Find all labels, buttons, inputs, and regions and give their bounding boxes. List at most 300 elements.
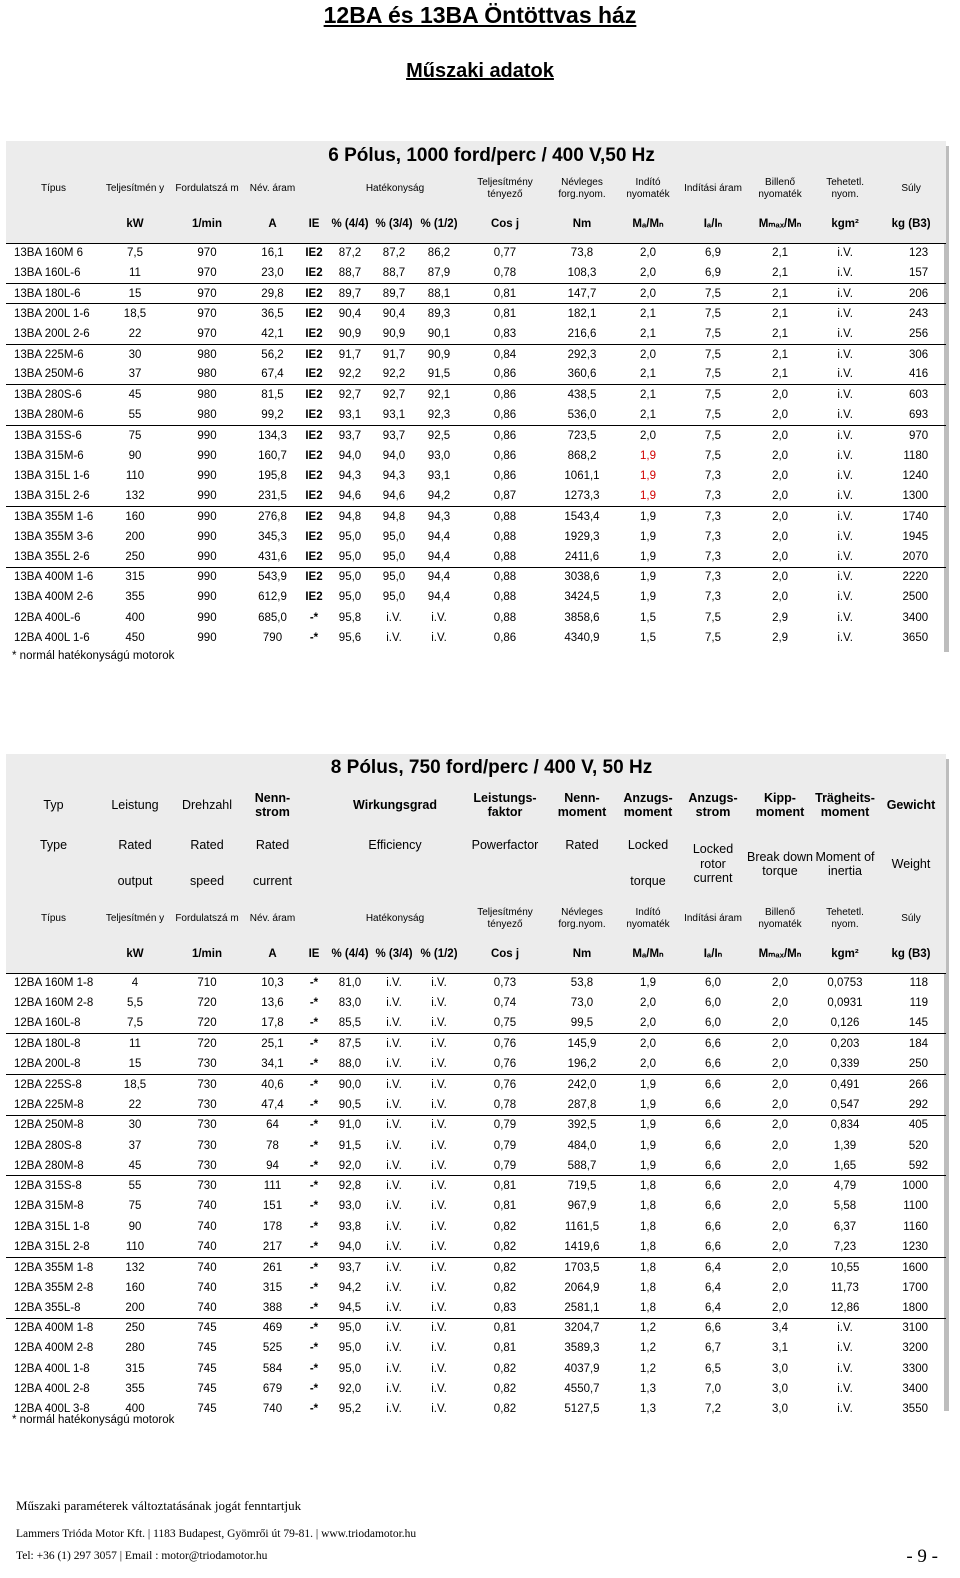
cell-value: 276,8 bbox=[245, 506, 300, 526]
cell-value: 980 bbox=[169, 385, 245, 405]
cell-value: 2,1 bbox=[772, 247, 789, 260]
page-subtitle: Műszaki adatok bbox=[406, 60, 554, 82]
cell-value: 287,8 bbox=[567, 1098, 597, 1111]
cell-value: -* bbox=[309, 1301, 319, 1314]
cell-value: 108,3 bbox=[567, 267, 597, 280]
table-row bbox=[6, 506, 946, 526]
cell-value: 0,203 bbox=[814, 1034, 876, 1054]
cell-value: 0,86 bbox=[493, 631, 517, 644]
cell-value: 22 bbox=[128, 1098, 142, 1111]
cell-value: 132 bbox=[125, 489, 145, 502]
unit-eff-12: % (1/2) bbox=[416, 207, 462, 243]
cell-value: 0,77 bbox=[493, 247, 517, 260]
cell-value: 2,0 bbox=[772, 408, 789, 421]
cell-value: 93,7 bbox=[372, 425, 416, 445]
cell-value: 90 bbox=[128, 1220, 142, 1233]
header-power: Teljesítmén y bbox=[101, 170, 169, 207]
cell-value: IE2 bbox=[305, 449, 323, 462]
header-en-torque: Rated bbox=[548, 828, 616, 862]
cell-value: i.V. bbox=[837, 408, 853, 421]
unit-rpm: 1/min bbox=[169, 937, 245, 973]
cell-value: 11 bbox=[101, 1034, 169, 1054]
cell-value: 3550 bbox=[902, 1403, 928, 1416]
cell-value: 94,2 bbox=[427, 489, 451, 502]
cell-value: 2070 bbox=[902, 550, 929, 563]
cell-value: 730 bbox=[197, 1098, 217, 1111]
band-title: 6 Pólus, 1000 ford/perc / 400 V,50 Hz bbox=[169, 141, 814, 170]
cell-value: 1,5 bbox=[640, 611, 656, 624]
cell-value: 7,5 bbox=[705, 631, 721, 644]
cell-value: 1,8 bbox=[616, 1176, 680, 1196]
cell-value: i.V. bbox=[372, 1176, 416, 1196]
cell-value: 94,3 bbox=[416, 506, 462, 526]
cell-value: 0,81 bbox=[462, 1176, 548, 1196]
cell-value: 75 bbox=[101, 425, 169, 445]
cell-value: 1061,1 bbox=[564, 469, 600, 482]
motor-type: 13BA 160L-6 bbox=[14, 267, 81, 280]
cell-value: 450 bbox=[125, 631, 145, 644]
cell-value: 45 bbox=[101, 385, 169, 405]
cell-value: 94,4 bbox=[427, 550, 451, 563]
cell-value: 1160 bbox=[903, 1220, 928, 1233]
cell-value: 0,76 bbox=[462, 1034, 548, 1054]
header-de-col-9: Kipp- moment bbox=[746, 782, 814, 828]
header-en-efficiency: Efficiency bbox=[328, 828, 462, 862]
motor-type: 12BA 315S-8 bbox=[6, 1176, 101, 1196]
band-title: 8 Pólus, 750 ford/perc / 400 V, 50 Hz bbox=[169, 754, 814, 782]
cell-value: 1,8 bbox=[640, 1240, 656, 1253]
cell-value: i.V. bbox=[814, 284, 876, 304]
header-row-units bbox=[6, 937, 946, 973]
cell-value: 723,5 bbox=[548, 425, 616, 445]
cell-value: 2220 bbox=[876, 567, 946, 587]
cell-value: 543,9 bbox=[245, 567, 300, 587]
table-row bbox=[6, 547, 946, 567]
table-row bbox=[6, 466, 946, 486]
cell-value: 90,9 bbox=[416, 344, 462, 364]
cell-value: 42,1 bbox=[261, 327, 284, 340]
cell-value: 2,1 bbox=[640, 327, 656, 340]
cell-value: 73,0 bbox=[570, 997, 594, 1010]
motor-type: 13BA 315L 1-6 bbox=[14, 469, 90, 482]
cell-value: 6,4 bbox=[705, 1281, 721, 1294]
cell-value: 91,5 bbox=[427, 368, 451, 381]
cell-value: 1,39 bbox=[833, 1139, 857, 1152]
cell-value: i.V. bbox=[386, 1403, 402, 1416]
table-row bbox=[6, 527, 946, 547]
cell-value: IE2 bbox=[305, 591, 323, 604]
header-de-col-6: Nenn- moment bbox=[548, 782, 616, 828]
cell-value: i.V. bbox=[416, 1115, 462, 1135]
cell-value: i.V. bbox=[416, 1034, 462, 1054]
table-row bbox=[6, 263, 946, 283]
cell-value: 1,9 bbox=[640, 530, 656, 543]
cell-value: 93,7 bbox=[328, 1257, 372, 1277]
cell-value: 967,9 bbox=[567, 1200, 597, 1213]
header-row-units bbox=[6, 207, 946, 243]
header-col-6: Névleges forg.nyom. bbox=[548, 170, 616, 207]
header-de-col-11: Gewicht bbox=[876, 782, 946, 828]
cell-value: i.V. bbox=[431, 1098, 447, 1111]
cell-value: 2,1 bbox=[616, 304, 680, 324]
cell-value: 0,86 bbox=[493, 368, 517, 381]
header-efficiency: Hatékonyság bbox=[328, 170, 462, 207]
cell-value: 2,1 bbox=[772, 267, 789, 280]
cell-value: 92,0 bbox=[338, 1159, 362, 1172]
cell-value: 17,8 bbox=[261, 1017, 284, 1030]
cell-value: IE2 bbox=[300, 344, 328, 364]
header-en-speed: Rated bbox=[169, 828, 245, 862]
table-row bbox=[6, 344, 946, 364]
table-row bbox=[6, 1034, 946, 1054]
cell-value: 7,5 bbox=[705, 449, 721, 462]
table-row bbox=[6, 304, 946, 324]
unit-nm: Nm bbox=[548, 207, 616, 243]
table-row bbox=[6, 567, 946, 587]
cell-value: 990 bbox=[197, 550, 217, 563]
cell-value: 12,86 bbox=[830, 1301, 860, 1314]
table-row bbox=[6, 324, 946, 344]
motor-type: 12BA 400L 3-8 bbox=[14, 1403, 90, 1416]
cell-value: i.V. bbox=[431, 1159, 447, 1172]
cell-value: 2,0 bbox=[746, 1257, 814, 1277]
cell-value: 92,8 bbox=[328, 1176, 372, 1196]
motor-type: 13BA 400M 2-6 bbox=[14, 591, 94, 604]
cell-value: 91,5 bbox=[338, 1139, 362, 1152]
cell-value: 3100 bbox=[876, 1318, 946, 1338]
unit-mmax-mn: Mₘₐₓ/Mₙ bbox=[746, 207, 814, 243]
cell-value: i.V. bbox=[837, 530, 853, 543]
header-de-col-8: Anzugs- strom bbox=[680, 782, 746, 828]
cell-value: i.V. bbox=[837, 489, 853, 502]
table-row bbox=[6, 486, 946, 506]
cell-value: 0,83 bbox=[493, 327, 517, 340]
cell-value: 3,4 bbox=[746, 1318, 814, 1338]
cell-value: 45 bbox=[128, 1159, 142, 1172]
cell-value: i.V. bbox=[837, 631, 853, 644]
cell-value: 0,74 bbox=[493, 997, 517, 1010]
cell-value: 93,0 bbox=[338, 1200, 362, 1213]
header-en-power: Rated bbox=[101, 828, 169, 862]
cell-value: i.V. bbox=[372, 1074, 416, 1094]
cell-value: 92,7 bbox=[328, 385, 372, 405]
table-8-pole bbox=[6, 754, 946, 1420]
header-en-current: Rated bbox=[245, 828, 300, 862]
cell-value: 6,0 bbox=[705, 977, 721, 990]
cell-value: i.V. bbox=[431, 997, 447, 1010]
cell-value: 95,6 bbox=[338, 631, 362, 644]
cell-value: 1,9 bbox=[616, 506, 680, 526]
cell-value: 88,7 bbox=[338, 267, 362, 280]
cell-value: 980 bbox=[197, 368, 217, 381]
cell-value: 345,3 bbox=[258, 530, 287, 543]
cell-value: i.V. bbox=[837, 469, 853, 482]
cell-value: 92,2 bbox=[338, 368, 362, 381]
header-col-11: Súly bbox=[876, 900, 946, 937]
cell-value: -* bbox=[309, 1098, 319, 1111]
cell-value: 2,1 bbox=[616, 385, 680, 405]
cell-value: 11 bbox=[129, 267, 141, 280]
motor-type: 13BA 315M-6 bbox=[14, 449, 84, 462]
cell-value: 0,84 bbox=[462, 344, 548, 364]
cell-value: 94,6 bbox=[382, 489, 406, 502]
cell-value: 6,6 bbox=[705, 1200, 721, 1213]
header-de-col-10: Trägheits- moment bbox=[814, 782, 876, 828]
table-row bbox=[6, 365, 946, 385]
cell-value: 0,86 bbox=[462, 425, 548, 445]
cell-value: i.V. bbox=[386, 977, 402, 990]
cell-value: i.V. bbox=[837, 247, 853, 260]
cell-value: i.V. bbox=[837, 1362, 853, 1375]
cell-value: 970 bbox=[169, 284, 245, 304]
cell-value: 6,6 bbox=[705, 1058, 721, 1071]
cell-value: 0,88 bbox=[493, 530, 517, 543]
unit-ia-in: Iₐ/Iₙ bbox=[680, 937, 746, 973]
cell-value: 588,7 bbox=[567, 1159, 597, 1172]
table-row bbox=[6, 1379, 946, 1399]
cell-value: 584 bbox=[262, 1362, 283, 1375]
header-de-speed: Drehzahl bbox=[169, 782, 245, 828]
cell-value: 2,0 bbox=[772, 1240, 788, 1253]
cell-value: 2,1 bbox=[772, 327, 789, 340]
cell-value: 2,0 bbox=[772, 997, 788, 1010]
cell-value: -* bbox=[309, 1139, 319, 1152]
header-power: Teljesítmén y bbox=[101, 900, 169, 937]
cell-value: 81,5 bbox=[245, 385, 300, 405]
cell-value: i.V. bbox=[386, 1220, 402, 1233]
cell-value: 195,8 bbox=[258, 469, 287, 482]
cell-value: 1929,3 bbox=[564, 530, 600, 543]
cell-value: 22 bbox=[128, 327, 142, 340]
cell-value: 2,0 bbox=[640, 247, 656, 260]
cell-value: 6,6 bbox=[680, 1318, 746, 1338]
unit-ie: IE bbox=[300, 937, 328, 973]
cell-value: i.V. bbox=[386, 1058, 402, 1071]
cell-value: 216,6 bbox=[567, 327, 597, 340]
cell-value: 3200 bbox=[902, 1342, 928, 1355]
cell-value: 123 bbox=[908, 247, 929, 260]
cell-value: 280 bbox=[125, 1342, 145, 1355]
unit-eff-34: % (3/4) bbox=[372, 207, 416, 243]
cell-value: 536,0 bbox=[567, 408, 597, 421]
motor-type: 12BA 355M 2-8 bbox=[14, 1281, 94, 1294]
cell-value: -* bbox=[300, 1257, 328, 1277]
header-en-locked: Locked bbox=[616, 828, 680, 862]
band-blank bbox=[6, 754, 169, 782]
cell-value: 990 bbox=[169, 506, 245, 526]
cell-value: 95,8 bbox=[338, 611, 362, 624]
cell-value: i.V. bbox=[386, 1098, 402, 1111]
cell-value: 740 bbox=[197, 1240, 217, 1253]
cell-value: 5,5 bbox=[127, 997, 143, 1010]
cell-value: 7,3 bbox=[680, 567, 746, 587]
cell-value: 0,86 bbox=[462, 385, 548, 405]
cell-value: 92,0 bbox=[338, 1383, 362, 1396]
motor-type: 12BA 160M 1-8 bbox=[14, 977, 94, 990]
cell-value: 93,7 bbox=[328, 425, 372, 445]
cell-value: i.V. bbox=[814, 304, 876, 324]
unit-kgm2: kgm² bbox=[814, 207, 876, 243]
cell-value: 990 bbox=[197, 469, 217, 482]
cell-value: i.V. bbox=[814, 567, 876, 587]
cell-value: 3400 bbox=[902, 1383, 928, 1396]
header-efficiency: Hatékonyság bbox=[328, 900, 462, 937]
cell-value: 6,6 bbox=[705, 1240, 721, 1253]
cell-value: 92,2 bbox=[382, 368, 406, 381]
cell-value: 89,7 bbox=[372, 284, 416, 304]
cell-value: i.V. bbox=[431, 977, 447, 990]
cell-value: 360,6 bbox=[567, 368, 597, 381]
cell-value: 3,0 bbox=[772, 1403, 788, 1416]
motor-type: 13BA 280M-6 bbox=[14, 408, 84, 421]
cell-value: 34,1 bbox=[261, 1058, 284, 1071]
motor-type: 12BA 355M 1-8 bbox=[6, 1257, 101, 1277]
motor-type: 12BA 400L-6 bbox=[14, 611, 81, 624]
motor-type: 13BA 250M-6 bbox=[14, 368, 84, 381]
table-row bbox=[6, 1277, 946, 1297]
cell-value: 250 bbox=[125, 550, 145, 563]
header-en2-current: current bbox=[245, 862, 300, 900]
cell-value: 980 bbox=[169, 344, 245, 364]
unit-kg: kg (B3) bbox=[876, 937, 946, 973]
cell-value: 2,0 bbox=[640, 997, 656, 1010]
cell-value: 1,9 bbox=[616, 567, 680, 587]
header-en-inertia: Moment of inertia bbox=[814, 828, 876, 900]
cell-value: i.V. bbox=[837, 611, 853, 624]
cell-value: 0,86 bbox=[493, 449, 517, 462]
cell-value: 2,0 bbox=[772, 1220, 788, 1233]
unit-eff-44: % (4/4) bbox=[328, 937, 372, 973]
cell-value: 1,8 bbox=[640, 1281, 656, 1294]
unit-rpm: 1/min bbox=[169, 207, 245, 243]
cell-value: 2,9 bbox=[772, 631, 789, 644]
cell-value: IE2 bbox=[305, 530, 323, 543]
cell-value: 6,9 bbox=[705, 267, 721, 280]
cell-value: 990 bbox=[197, 449, 217, 462]
table-row bbox=[6, 587, 946, 607]
motor-type: 12BA 225S-8 bbox=[6, 1074, 101, 1094]
cell-value: 2,0 bbox=[616, 284, 680, 304]
cell-value: 13,6 bbox=[261, 997, 284, 1010]
cell-value: 740 bbox=[197, 1281, 217, 1294]
table-row bbox=[6, 628, 946, 648]
cell-value: 0,79 bbox=[462, 1115, 548, 1135]
cell-value: 2,0 bbox=[746, 425, 814, 445]
cell-value: 10,3 bbox=[261, 977, 284, 990]
cell-value: 91,7 bbox=[372, 344, 416, 364]
cell-value: 94,8 bbox=[328, 506, 372, 526]
cell-value: 1,3 bbox=[640, 1403, 656, 1416]
cell-value: 0,87 bbox=[493, 489, 517, 502]
cell-value: i.V. bbox=[431, 1240, 447, 1253]
cell-value: 7,5 bbox=[705, 408, 721, 421]
cell-value: IE2 bbox=[305, 550, 323, 563]
cell-value: 2,0 bbox=[772, 591, 789, 604]
cell-value: 118 bbox=[909, 977, 928, 990]
cell-value: 0,76 bbox=[493, 1058, 517, 1071]
cell-value: 2,0 bbox=[772, 1017, 788, 1030]
cell-value: 0,82 bbox=[493, 1240, 517, 1253]
cell-value: 7,3 bbox=[705, 530, 721, 543]
cell-value: 1,9 bbox=[640, 449, 656, 462]
cell-value: 6,6 bbox=[680, 1115, 746, 1135]
header-de-col-5: Leistungs- faktor bbox=[462, 782, 548, 828]
cell-value: i.V. bbox=[372, 1115, 416, 1135]
cell-value: -* bbox=[309, 1383, 319, 1396]
cell-value: 2,0 bbox=[616, 1034, 680, 1054]
cell-value: 95,0 bbox=[338, 550, 362, 563]
cell-value: 0,76 bbox=[462, 1074, 548, 1094]
cell-value: 1703,5 bbox=[548, 1257, 616, 1277]
cell-value: -* bbox=[309, 997, 319, 1010]
header-col-5: Teljesítmény tényező bbox=[462, 170, 548, 207]
cell-value: 0,88 bbox=[493, 550, 517, 563]
cell-value: 5,58 bbox=[833, 1200, 857, 1213]
cell-value: 1,5 bbox=[640, 631, 656, 644]
cell-value: i.V. bbox=[431, 1403, 447, 1416]
cell-value: 90,4 bbox=[372, 304, 416, 324]
cell-value: 603 bbox=[876, 385, 946, 405]
cell-value: 29,8 bbox=[245, 284, 300, 304]
cell-value: 94,3 bbox=[382, 469, 406, 482]
cell-value: 7,5 bbox=[127, 1017, 143, 1030]
cell-value: 200 bbox=[125, 530, 145, 543]
cell-value: 6,7 bbox=[705, 1342, 721, 1355]
motor-type: 12BA 225M-8 bbox=[14, 1098, 84, 1111]
cell-value: 94,3 bbox=[338, 469, 362, 482]
cell-value: 242,0 bbox=[548, 1074, 616, 1094]
cell-value: 2,0 bbox=[772, 1098, 788, 1111]
motor-type: 12BA 400M 2-8 bbox=[14, 1342, 94, 1355]
cell-value: 90,9 bbox=[382, 327, 406, 340]
cell-value: 95,0 bbox=[382, 530, 406, 543]
motor-type: 13BA 355M 1-6 bbox=[6, 506, 101, 526]
cell-value: 1,9 bbox=[640, 550, 656, 563]
table-row bbox=[6, 1156, 946, 1176]
cell-value: 0,88 bbox=[493, 591, 517, 604]
unit-cosj: Cos j bbox=[462, 937, 548, 973]
cell-value: 75 bbox=[128, 1200, 142, 1213]
cell-value: 2,1 bbox=[746, 304, 814, 324]
cell-value: 1,2 bbox=[640, 1362, 656, 1375]
cell-value: 94,0 bbox=[338, 449, 362, 462]
cell-value: IE2 bbox=[305, 267, 323, 280]
cell-value: 95,0 bbox=[372, 567, 416, 587]
motor-type: 13BA 225M-6 bbox=[6, 344, 101, 364]
cell-value: 6,37 bbox=[833, 1220, 857, 1233]
cell-value: 720 bbox=[197, 1017, 217, 1030]
cell-value: 720 bbox=[169, 1034, 245, 1054]
table-row bbox=[6, 425, 946, 445]
cell-value: 416 bbox=[908, 368, 929, 381]
cell-value: 990 bbox=[197, 591, 217, 604]
cell-value: 78 bbox=[266, 1139, 279, 1152]
header-col-9: Billenő nyomaték bbox=[746, 170, 814, 207]
cell-value: 2,0 bbox=[746, 567, 814, 587]
cell-value: 2,0 bbox=[772, 1301, 788, 1314]
cell-value: 95,0 bbox=[382, 550, 406, 563]
cell-value: IE2 bbox=[300, 284, 328, 304]
cell-value: 0,82 bbox=[462, 1257, 548, 1277]
header-col-7: Indító nyomaték bbox=[616, 900, 680, 937]
cell-value: 7,5 bbox=[680, 284, 746, 304]
cell-value: 355 bbox=[125, 591, 145, 604]
cell-value: i.V. bbox=[837, 1403, 853, 1416]
cell-value: 2,0 bbox=[746, 385, 814, 405]
cell-value: 3424,5 bbox=[564, 591, 600, 604]
cell-value: 91,7 bbox=[328, 344, 372, 364]
cell-value: 53,8 bbox=[570, 977, 594, 990]
